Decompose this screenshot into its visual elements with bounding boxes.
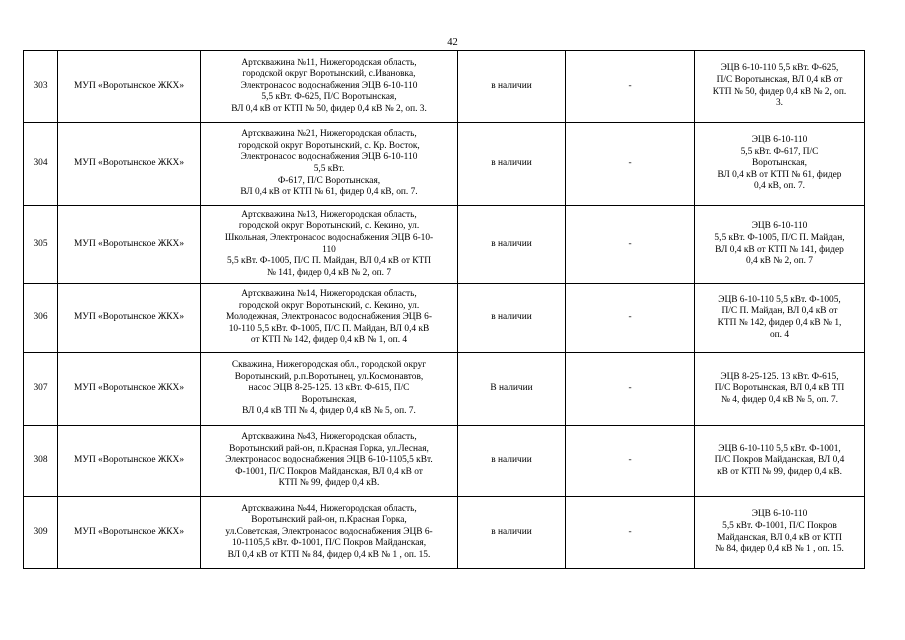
description-line: Электронасос водоснабжения ЭЦВ 6-10-110 bbox=[240, 152, 418, 163]
pump-info-cell bbox=[695, 353, 865, 426]
description-line: Ф-1001, П/С Покров Майданская, ВЛ 0,4 кВ от bbox=[235, 466, 423, 477]
pump-info-line: 3. bbox=[775, 98, 784, 109]
pump-info-line: 5,5 кВт. Ф-1005, П/С П. Майдан, bbox=[714, 232, 845, 243]
pump-info-line: ВЛ 0,4 кВ от КТП № 61, фидер bbox=[717, 169, 842, 180]
description-line: Артскважина №11, Нижегородская область, bbox=[241, 57, 417, 68]
description-line: КТП № 99, фидер 0,4 кВ. bbox=[278, 478, 380, 489]
description-cell bbox=[201, 51, 458, 123]
pump-info-cell bbox=[695, 51, 865, 123]
organization-cell: МУП «Воротынское ЖКХ» bbox=[58, 206, 201, 284]
status-cell: В наличии bbox=[458, 353, 566, 426]
description-line: городской округ Воротынский, с. Кр. Восток, bbox=[238, 140, 420, 151]
description-line: Воротынский рай-он, п.Красная Горка, bbox=[251, 515, 407, 526]
table-row bbox=[24, 353, 865, 426]
description-line: Воротынский, р.п.Воротынец, ул.Космонавтов, bbox=[234, 371, 424, 382]
description-line: № 141, фидер 0,4 кВ № 2, оп. 7 bbox=[266, 267, 392, 278]
pump-info-line: 5,5 кВт. Ф-617, П/С bbox=[740, 146, 819, 157]
table-row bbox=[24, 426, 865, 497]
pump-info-line: КТП № 142, фидер 0,4 кВ № 1, bbox=[717, 318, 842, 328]
pump-info-cell bbox=[695, 123, 865, 206]
pump-info-line: № 4, фидер 0,4 кВ № 5, оп. 7. bbox=[720, 394, 839, 405]
pump-info-line: 5,5 кВт. Ф-1001, П/С Покров bbox=[722, 520, 837, 531]
description-cell bbox=[201, 497, 458, 569]
table-row bbox=[24, 206, 865, 284]
pump-info-line: ЭЦВ 6-10-110 5,5 кВт. Ф-1001, bbox=[718, 443, 841, 454]
pump-info-line: кВ от КТП № 99, фидер 0,4 кВ. bbox=[717, 466, 842, 477]
empty-value-cell: - bbox=[566, 497, 695, 569]
empty-value-cell: - bbox=[566, 123, 695, 206]
row-number-cell: 304 bbox=[24, 123, 58, 206]
page-number: 42 bbox=[447, 37, 458, 48]
pump-info-line: 0,4 кВ, оп. 7. bbox=[754, 181, 805, 192]
description-cell bbox=[201, 284, 458, 353]
pump-info-line: П/С Покров Майданская, ВЛ 0,4 bbox=[714, 455, 845, 466]
description-line: 10-110 5,5 кВт. Ф-1005, П/С П. Майдан, ВЛ 0,4 кВ bbox=[228, 323, 430, 334]
status-cell: в наличии bbox=[458, 51, 566, 123]
pump-info-line: ЭЦВ 8-25-125. 13 кВт. Ф-615, bbox=[720, 371, 839, 382]
table-row bbox=[24, 51, 865, 123]
description-line: ВЛ 0,4 кВ ТП № 4, фидер 0,4 кВ № 5, оп. 7. bbox=[242, 406, 416, 417]
empty-value-cell: - bbox=[566, 353, 695, 426]
description-line: Воротынская, bbox=[301, 394, 357, 405]
row-number-cell: 309 bbox=[24, 497, 58, 569]
empty-value-cell: - bbox=[566, 51, 695, 123]
description-line: Скважина, Нижегородская обл., городской округ bbox=[231, 360, 427, 371]
description-line: от КТП № 142, фидер 0,4 кВ № 1, оп. 4 bbox=[250, 335, 408, 346]
row-number-cell: 306 bbox=[24, 284, 58, 353]
organization-cell: МУП «Воротынское ЖКХ» bbox=[58, 497, 201, 569]
description-line: Воротынский рай-он, п.Красная Горка, ул.Лесная, bbox=[229, 443, 429, 454]
description-line: Артскважина №13, Нижегородская область, bbox=[241, 209, 417, 220]
description-line: Электронасос водоснабжения ЭЦВ 6-10-1105,5 кВт. bbox=[225, 455, 433, 466]
description-line: 10-1105,5 кВт. Ф-1001, П/С Покров Майданская, bbox=[231, 538, 427, 549]
description-line: городской округ Воротынский, с. Кекино, ул. bbox=[238, 221, 420, 232]
table-row bbox=[24, 284, 865, 353]
pump-info-line: Майданская, ВЛ 0,4 кВ от КТП bbox=[717, 532, 842, 543]
description-line: Артскважина №14, Нижегородская область, bbox=[241, 289, 417, 300]
description-line: Школьная, Электронасос водоснабжения ЭЦВ 6-10- bbox=[224, 232, 434, 243]
pump-info-line: П/С Воротынская, ВЛ 0,4 кВ от bbox=[716, 74, 843, 85]
description-line: Артскважина №44, Нижегородская область, bbox=[241, 503, 417, 514]
pump-info-line: КТП № 50, фидер 0,4 кВ № 2, оп. bbox=[712, 86, 847, 97]
description-line: Артскважина №21, Нижегородская область, bbox=[241, 129, 417, 140]
pump-info-line: оп. 4 bbox=[769, 329, 790, 340]
description-line: ВЛ 0,4 кВ от КТП № 84, фидер 0,4 кВ № 1 , оп. 15. bbox=[227, 549, 431, 560]
empty-value-cell: - bbox=[566, 206, 695, 284]
pump-info-line: 0,4 кВ № 2, оп. 7 bbox=[746, 256, 813, 267]
equipment-table bbox=[23, 50, 865, 569]
description-line: насос ЭЦВ 8-25-125. 13 кВт. Ф-615, П/С bbox=[248, 383, 410, 394]
description-line: Ф-617, П/С Воротынская, bbox=[277, 175, 381, 186]
pump-info-line: Воротынская, bbox=[752, 158, 807, 169]
empty-value-cell: - bbox=[566, 426, 695, 497]
description-line: 5,5 кВт. Ф-1005, П/С П. Майдан, ВЛ 0,4 кВ от КТП bbox=[226, 256, 432, 267]
status-cell: в наличии bbox=[458, 426, 566, 497]
description-cell bbox=[201, 426, 458, 497]
organization-cell: МУП «Воротынское ЖКХ» bbox=[58, 426, 201, 497]
description-line: 110 bbox=[322, 244, 336, 255]
row-number-cell: 308 bbox=[24, 426, 58, 497]
pump-info-line: П/С Воротынская, ВЛ 0,4 кВ ТП bbox=[714, 383, 845, 394]
pump-info-line: ЭЦВ 6-10-110 bbox=[751, 509, 808, 520]
table-row bbox=[24, 497, 865, 569]
description-line: Электронасос водоснабжения ЭЦВ 6-10-110 bbox=[240, 80, 418, 91]
organization-cell: МУП «Воротынское ЖКХ» bbox=[58, 123, 201, 206]
pump-info-line: ЭЦВ 6-10-110 5,5 кВт. Ф-1005, bbox=[718, 294, 841, 305]
description-line: городской округ Воротынский, с. Кекино, ул. bbox=[238, 300, 420, 311]
row-number-cell: 307 bbox=[24, 353, 58, 426]
pump-info-cell bbox=[695, 206, 865, 284]
description-line: 5,5 кВт. Ф-625, П/С Воротынская, bbox=[261, 92, 397, 103]
pump-info-line: ЭЦВ 6-10-110 bbox=[751, 221, 808, 232]
pump-info-line: ВЛ 0,4 кВ от КТП № 141, фидер bbox=[715, 244, 844, 255]
organization-cell: МУП «Воротынское ЖКХ» bbox=[58, 284, 201, 353]
description-line: ВЛ 0,4 кВ от КТП № 50, фидер 0,4 кВ № 2, оп. 3. bbox=[231, 103, 427, 114]
status-cell: в наличии bbox=[458, 284, 566, 353]
status-cell: в наличии bbox=[458, 206, 566, 284]
description-line: Артскважина №43, Нижегородская область, bbox=[241, 432, 417, 443]
pump-info-cell bbox=[695, 497, 865, 569]
status-cell: в наличии bbox=[458, 497, 566, 569]
description-line: 5,5 кВт. bbox=[313, 164, 345, 174]
pump-info-line: ЭЦВ 6-10-110 bbox=[751, 135, 808, 146]
description-line: Молодежная, Электронасос водоснабжения ЭЦВ 6- bbox=[226, 312, 432, 323]
description-cell bbox=[201, 206, 458, 284]
pump-info-line: ЭЦВ 6-10-110 5,5 кВт. Ф-625, bbox=[720, 63, 839, 74]
organization-cell: МУП «Воротынское ЖКХ» bbox=[58, 353, 201, 426]
pump-info-line: П/С П. Майдан, ВЛ 0,4 кВ от bbox=[721, 306, 838, 317]
row-number-cell: 305 bbox=[24, 206, 58, 284]
row-number-cell: 303 bbox=[24, 51, 58, 123]
empty-value-cell: - bbox=[566, 284, 695, 353]
pump-info-cell bbox=[695, 284, 865, 353]
organization-cell: МУП «Воротынское ЖКХ» bbox=[58, 51, 201, 123]
pump-info-line: № 84, фидер 0,4 кВ № 1 , оп. 15. bbox=[715, 544, 844, 555]
description-line: ул.Советская, Электронасос водоснабжения ЭЦВ 6- bbox=[225, 526, 433, 537]
description-cell bbox=[201, 123, 458, 206]
pump-info-cell bbox=[695, 426, 865, 497]
description-line: ВЛ 0,4 кВ от КТП № 61, фидер 0,4 кВ, оп. 7. bbox=[240, 187, 418, 198]
description-line: городской округ Воротынский, с.Ивановка, bbox=[242, 69, 416, 80]
table-row bbox=[24, 123, 865, 206]
description-cell bbox=[201, 353, 458, 426]
status-cell: в наличии bbox=[458, 123, 566, 206]
